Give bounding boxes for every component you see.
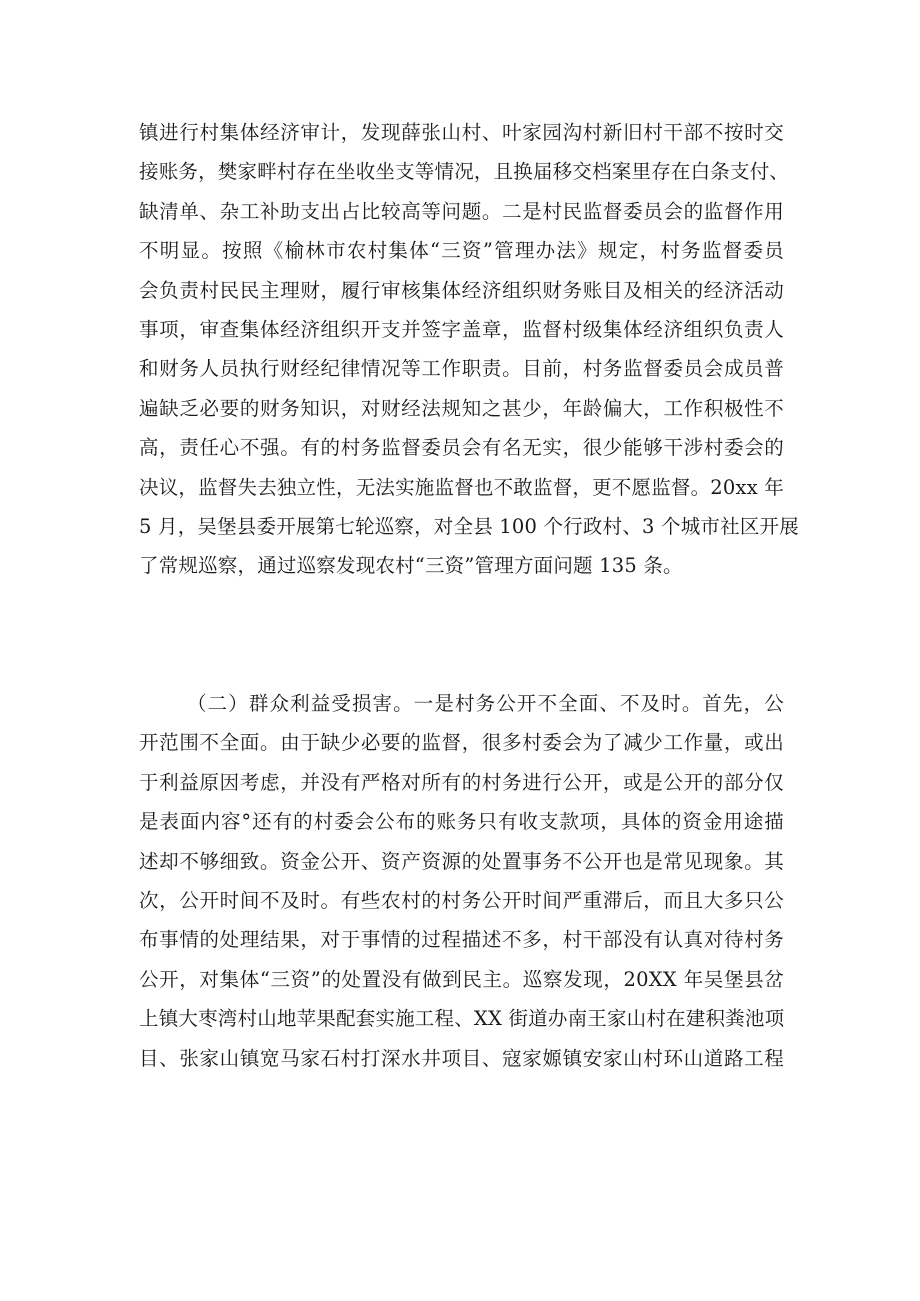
- paragraph-line: 会负责村民民主理财，履行审核集体经济组织财务账目及相关的经济活动: [139, 278, 784, 302]
- paragraph-line: 是表面内容°还有的村委会公布的账务只有收支款项，具体的资金用途描: [139, 810, 784, 834]
- paragraph-line: 5 月，吴堡县委开展第七轮巡察，对全县 100 个行政村、3 个城市社区开展: [139, 514, 799, 538]
- paragraph-line: 事项，审查集体经济组织开支并签字盖章，监督村级集体经济组织负责人: [139, 317, 784, 341]
- paragraph-line: 次，公开时间不及时。有些农村的村务公开时间严重滞后，而且大多只公: [139, 888, 784, 912]
- paragraph-line: 不明显。按照《榆林市农村集体“三资”管理办法》规定，村务监督委员: [139, 239, 784, 263]
- paragraph-line: 开范围不全面。由于缺少必要的监督，很多村委会为了减少工作量，或出: [139, 731, 784, 755]
- paragraph-line: （二）群众利益受损害。一是村务公开不全面、不及时。首先，公: [187, 692, 784, 715]
- paragraph-line: 遍缺乏必要的财务知识，对财经法规知之甚少，年龄偏大，工作积极性不: [139, 396, 784, 420]
- paragraph-line: 高，责任心不强。有的村务监督委员会有名无实，很少能够干涉村委会的: [139, 436, 784, 460]
- paragraph-line: 公开，对集体“三资”的处置没有做到民主。巡察发现，20XX 年吴堡县岔: [139, 967, 784, 991]
- paragraph-line: 和财务人员执行财经纪律情况等工作职责。目前，村务监督委员会成员普: [139, 357, 784, 381]
- paragraph-1: [139, 113, 799, 586]
- paragraph-line: 目、张家山镇宽马家石村打深水井项目、寇家嫄镇安家山村环山道路工程: [139, 1046, 784, 1070]
- paragraph-line: 于利益原因考虑，并没有严格对所有的村务进行公开，或是公开的部分仅: [139, 770, 784, 794]
- paragraph-line: 布事情的处理结果，对于事情的过程描述不多，村干部没有认真对待村务: [139, 928, 784, 952]
- paragraph-line: 决议，监督失去独立性，无法实施监督也不敢监督，更不愿监督。20xx 年: [139, 475, 785, 499]
- paragraph-line: 镇进行村集体经济审计，发现薛张山村、叶家园沟村新旧村干部不按时交: [139, 121, 784, 144]
- paragraph-line: 接账务，樊家畔村存在坐收坐支等情况，且换届移交档案里存在白条支付、: [139, 160, 790, 184]
- paragraph-2: [139, 684, 784, 1078]
- paragraph-line: 述却不够细致。资金公开、资产资源的处置事务不公开也是常见现象。其: [139, 849, 784, 873]
- paragraph-line: 缺清单、杂工补助支出占比较高等问题。二是村民监督委员会的监督作用: [139, 199, 784, 223]
- paragraph-line: 了常规巡察，通过巡察发现农村“三资”管理方面问题 135 条。: [139, 554, 683, 578]
- paragraph-line: 上镇大枣湾村山地苹果配套实施工程、XX 街道办南王家山村在建积粪池项: [139, 1007, 785, 1031]
